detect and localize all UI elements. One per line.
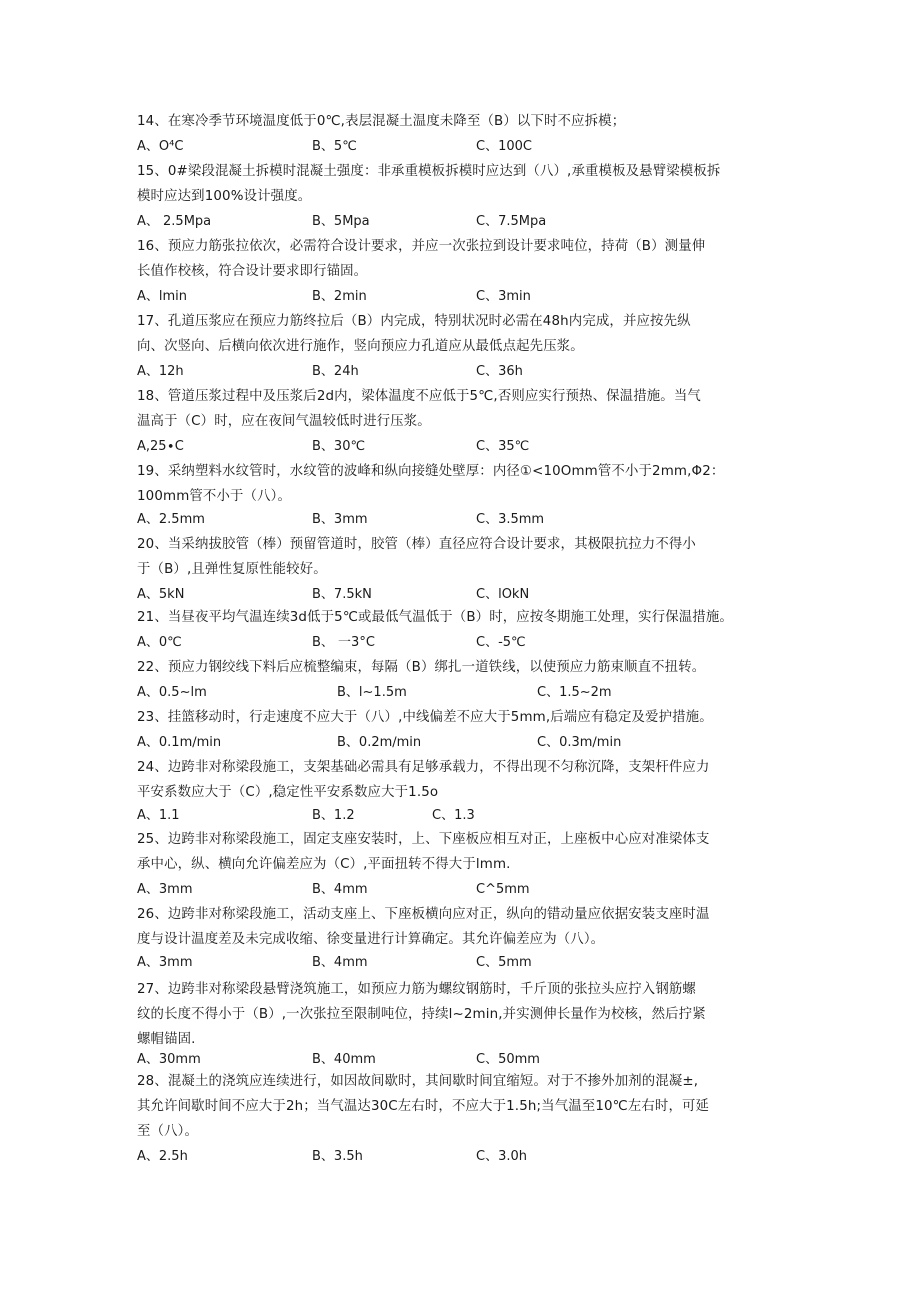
question-28-option-c: C、3.0h [476, 1149, 527, 1164]
question-19-option-a: A、2.5mm [137, 512, 205, 527]
question-27-line-1: 27、边跨非对称梁段悬臂浇筑施工，如预应力筋为螺纹钢筋时，千斤顶的张拉头应拧入钢筋螺 [137, 982, 696, 997]
question-15-option-c: C、7.5Mpa [476, 214, 547, 229]
question-24-option-c: C、1.3 [432, 808, 475, 823]
question-28-option-a: A、2.5h [137, 1149, 188, 1164]
question-22-option-a: A、0.5~lm [137, 685, 207, 700]
question-20-line-2: 于（B）,且弹性复原性能较好。 [137, 562, 327, 577]
question-22-option-b: B、l~1.5m [337, 685, 407, 700]
question-20-option-b: B、7.5kN [312, 587, 372, 602]
question-22-option-c: C、1.5~2m [537, 685, 612, 700]
question-22-line-1: 22、预应力钢绞线下料后应梳整编束，每隔（B）绑扎一道铁线，以使预应力筋束顺直不扭转。 [137, 660, 706, 675]
question-24-line-1: 24、边跨非对称梁段施工，支架基础必需具有足够承载力，不得出现不匀称沉降，支架杆件应力 [137, 760, 710, 775]
question-18-option-c: C、35℃ [476, 439, 530, 454]
question-26-line-2: 度与设计温度差及未完成收缩、徐变量进行计算确定。其允许偏差应为（八）。 [137, 932, 605, 947]
question-21-line-1: 21、当昼夜平均气温连续3d低于5℃或最低气温低于（B）时，应按冬期施工处理，实行保温措施。 [137, 610, 733, 625]
question-24-option-b: B、1.2 [312, 808, 355, 823]
question-25-line-2: 承中心，纵、横向允许偏差应为（C）,平面扭转不得大于lmm. [137, 857, 511, 872]
question-23-option-c: C、0.3m∕min [537, 735, 622, 750]
question-24-option-a: A、1.1 [137, 808, 180, 823]
question-17-line-2: 向、次竖向、后横向依次进行施作，竖向预应力孔道应从最低点起先压浆。 [137, 339, 584, 354]
question-18-line-1: 18、管道压浆过程中及压浆后2d内，梁体温度不应低于5℃,否则应实行预热、保温措施。当气 [137, 389, 701, 404]
question-18-option-b: B、30℃ [312, 439, 366, 454]
question-23-line-1: 23、挂篮移动时，行走速度不应大于（八）,中线偏差不应大于5mm,后端应有稳定及爱护措施。 [137, 710, 713, 725]
question-14-option-c: C、100C [476, 139, 532, 154]
question-19-option-c: C、3.5mm [476, 512, 545, 527]
question-16-line-2: 长值作校核，符合设计要求即行锚固。 [137, 264, 368, 279]
question-19-line-1: 19、采纳塑料水纹管时，水纹管的波峰和纵向接缝处壁厚：内径①<10Omm管不小于2mm,Φ2： [137, 464, 725, 479]
question-14-option-a: A、O⁴C [137, 139, 184, 154]
question-20-option-c: C、lOkN [476, 587, 530, 602]
question-23-option-b: B、0.2m∕min [337, 735, 422, 750]
question-17-option-b: B、24h [312, 364, 359, 379]
question-20-line-1: 20、当采纳拔胶管（棒）预留管道时，胶管（棒）直径应符合设计要求，其极限抗拉力不得小 [137, 537, 696, 552]
question-16-option-c: C、3min [476, 289, 531, 304]
question-27-option-c: C、50mm [476, 1052, 540, 1067]
question-21-option-c: C、-5℃ [476, 635, 526, 650]
question-14-line-1: 14、在寒冷季节环境温度低于0℃,表层混凝土温度未降至（B）以下时不应拆模； [137, 114, 626, 129]
question-16-option-b: B、2min [312, 289, 367, 304]
question-23-option-a: A、0.1m∕min [137, 735, 222, 750]
question-28-line-3: 至（八）。 [137, 1124, 199, 1139]
question-25-option-c: C^5mm [476, 882, 530, 897]
question-25-line-1: 25、边跨非对称梁段施工，固定支座安装时，上、下座板应相互对正，上座板中心应对准梁体支 [137, 832, 710, 847]
question-27-line-3: 螺帽锚固. [137, 1032, 196, 1047]
question-26-option-c: C、5mm [476, 955, 532, 970]
question-21-option-b: B、 一3°C [312, 635, 375, 650]
question-28-option-b: B、3.5h [312, 1149, 363, 1164]
question-17-option-a: A、12h [137, 364, 184, 379]
question-15-line-1: 15、0#梁段混凝土拆模时混凝土强度：非承重模板拆模时应达到（八）,承重模板及悬臂梁模板拆 [137, 164, 721, 179]
question-19-line-2: 100mm管不小于（八）。 [137, 489, 292, 504]
question-16-option-a: A、lmin [137, 289, 188, 304]
question-15-option-a: A、 2.5Mpa [137, 214, 212, 229]
question-27-line-2: 纹的长度不得小于（B）,一次张拉至限制吨位，持续l~2min,并实测伸长量作为校核，然后拧紧 [137, 1007, 706, 1022]
question-15-option-b: B、5Mpa [312, 214, 370, 229]
question-28-line-1: 28、混凝土的浇筑应连续进行，如因故间歇时，其间歇时间宜缩短。对于不掺外加剂的混凝±, [137, 1074, 699, 1089]
question-25-option-a: A、3mm [137, 882, 193, 897]
question-17-line-1: 17、孔道压浆应在预应力筋终拉后（B）内完成，特别状况时必需在48h内完成，并应按先纵 [137, 314, 691, 329]
question-20-option-a: A、5kN [137, 587, 185, 602]
question-16-line-1: 16、预应力筋张拉依次，必需符合设计要求，并应一次张拉到设计要求吨位，持荷（B）测量伸 [137, 239, 706, 254]
question-26-line-1: 26、边跨非对称梁段施工，活动支座上、下座板横向应对正，纵向的错动量应依据安装支座时温 [137, 907, 710, 922]
question-25-option-b: B、4mm [312, 882, 368, 897]
question-24-line-2: 平安系数应大于（C）,稳定性平安系数应大于1.5o [137, 785, 439, 800]
question-18-option-a: A,25∙C [137, 439, 184, 454]
question-18-line-2: 温高于（C）时，应在夜间气温较低时进行压浆。 [137, 414, 431, 429]
question-27-option-a: A、30mm [137, 1052, 201, 1067]
question-26-option-a: A、3mm [137, 955, 193, 970]
question-28-line-2: 其允许间歇时间不应大于2h；当气温达30C左右时，不应大于1.5h;当气温至10℃左右时，可延 [137, 1099, 710, 1114]
question-17-option-c: C、36h [476, 364, 523, 379]
question-26-option-b: B、4mm [312, 955, 368, 970]
question-21-option-a: A、0℃ [137, 635, 182, 650]
question-19-option-b: B、3mm [312, 512, 368, 527]
question-14-option-b: B、5℃ [312, 139, 357, 154]
question-15-line-2: 模时应达到100%设计强度。 [137, 189, 312, 204]
question-27-option-b: B、40mm [312, 1052, 376, 1067]
